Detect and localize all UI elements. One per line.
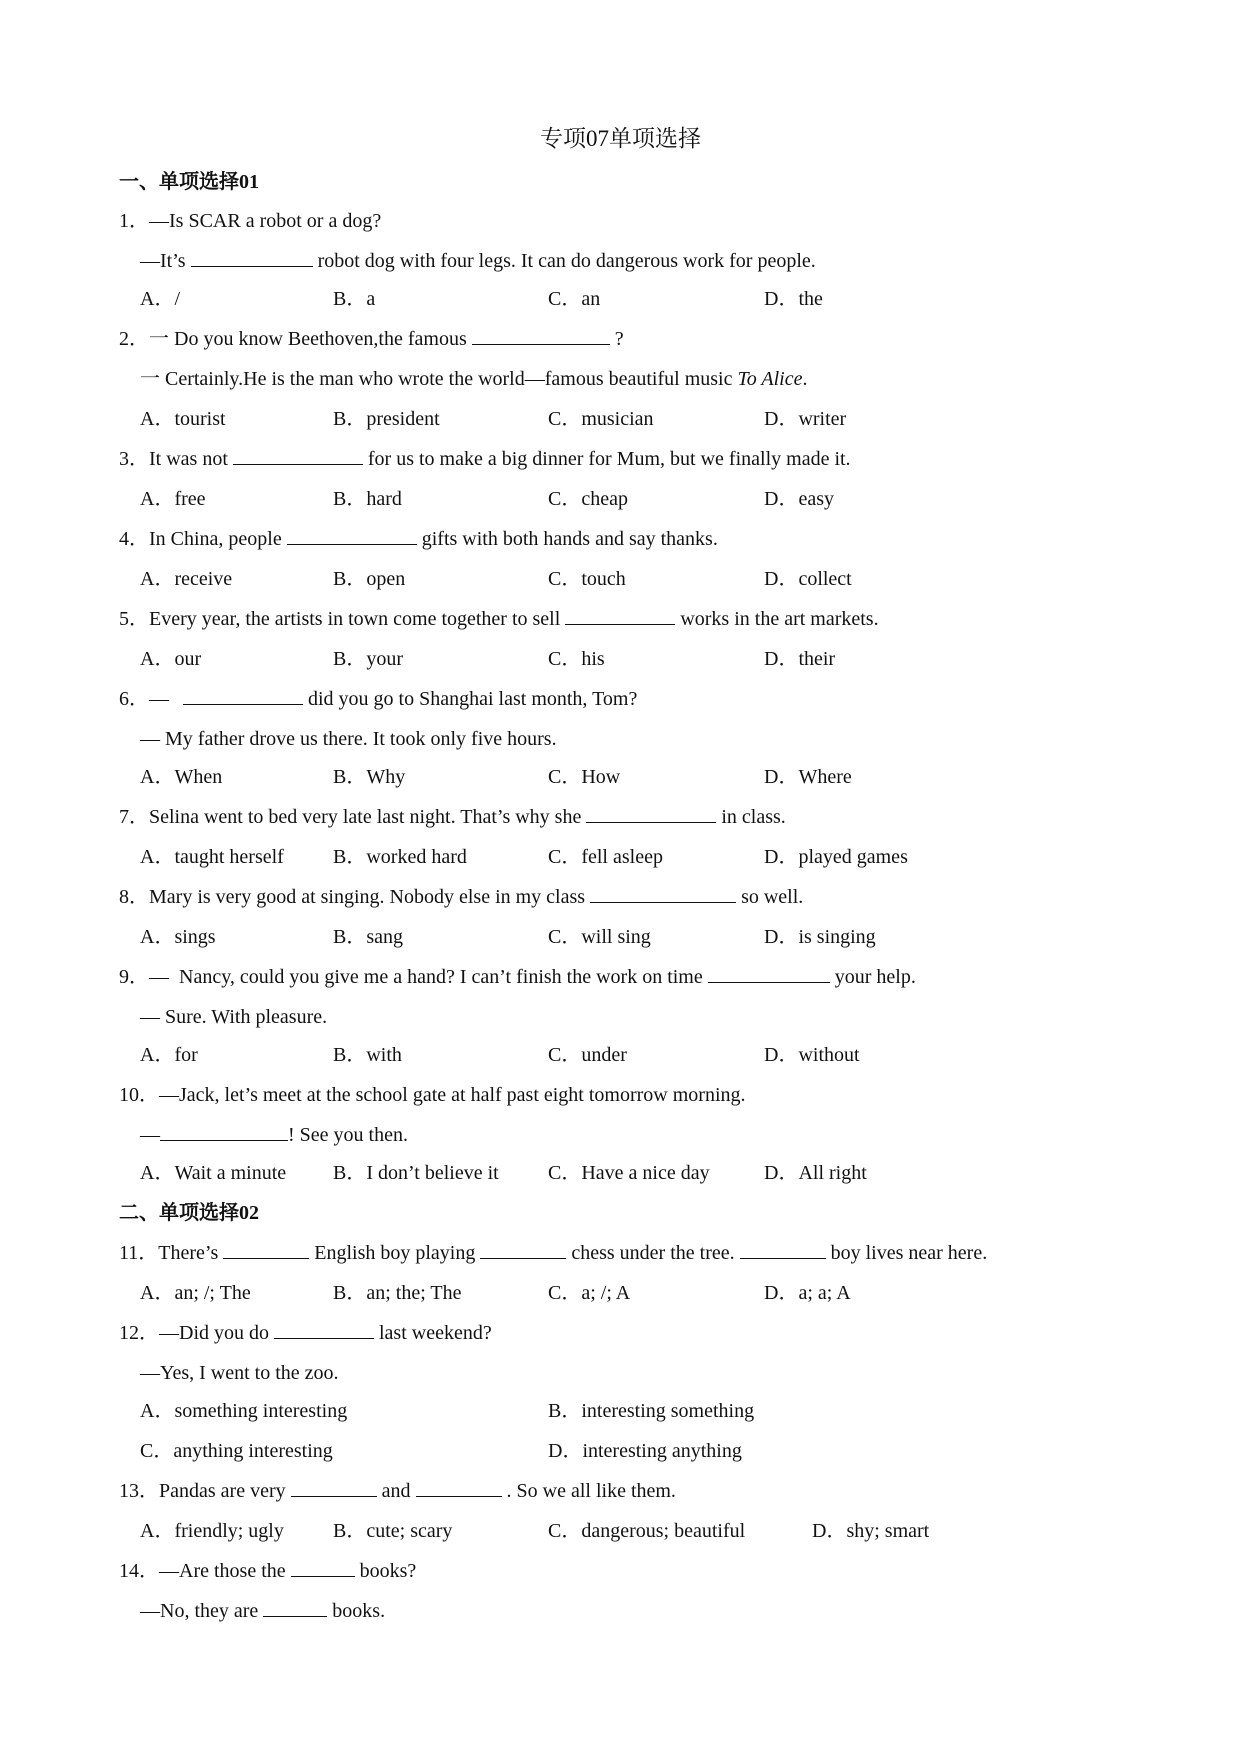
question-9-line-2: — Sure. With pleasure. bbox=[140, 1006, 328, 1028]
question-9-line-1: 9．— Nancy, could you give me a hand? I can’t finish the work on time your help. bbox=[119, 966, 916, 988]
option-b: B．sang bbox=[333, 926, 403, 948]
option-a: A．friendly; ugly bbox=[140, 1520, 284, 1542]
option-a: A．for bbox=[140, 1044, 198, 1066]
question-12-line-2: —Yes, I went to the zoo. bbox=[140, 1362, 339, 1384]
option-b: B．I don’t believe it bbox=[333, 1162, 499, 1184]
question-2-line-1: 2．一 Do you know Beethoven,the famous ? bbox=[119, 328, 624, 350]
option-d: D．collect bbox=[764, 568, 852, 590]
section-heading-2: 二、单项选择02 bbox=[119, 1202, 259, 1224]
option-d: D．played games bbox=[764, 846, 908, 868]
option-d: D．without bbox=[764, 1044, 860, 1066]
answer-blank bbox=[287, 526, 417, 545]
answer-blank bbox=[708, 964, 830, 983]
option-c: C．anything interesting bbox=[140, 1440, 333, 1462]
question-7-line-1: 7．Selina went to bed very late last night. That’s why she in class. bbox=[119, 806, 786, 828]
option-a: A．our bbox=[140, 648, 202, 670]
question-8-line-1: 8．Mary is very good at singing. Nobody else in my class so well. bbox=[119, 886, 804, 908]
option-c: C．an bbox=[548, 288, 601, 310]
question-6-line-1: 6．— did you go to Shanghai last month, Tom? bbox=[119, 688, 638, 710]
option-d: D．their bbox=[764, 648, 836, 670]
option-b: B．with bbox=[333, 1044, 402, 1066]
option-a: A．Wait a minute bbox=[140, 1162, 287, 1184]
option-d: D．writer bbox=[764, 408, 847, 430]
answer-blank bbox=[233, 446, 363, 465]
answer-blank bbox=[223, 1240, 309, 1259]
option-c: C．dangerous; beautiful bbox=[548, 1520, 746, 1542]
question-3-line-1: 3．It was not for us to make a big dinner for Mum, but we finally made it. bbox=[119, 448, 851, 470]
answer-blank bbox=[480, 1240, 566, 1259]
option-b: B．hard bbox=[333, 488, 402, 510]
option-d: D．interesting anything bbox=[548, 1440, 742, 1462]
option-c: C．cheap bbox=[548, 488, 628, 510]
option-a: A．free bbox=[140, 488, 206, 510]
option-d: D．All right bbox=[764, 1162, 867, 1184]
option-a: A．sings bbox=[140, 926, 216, 948]
option-a: A．tourist bbox=[140, 408, 226, 430]
answer-blank bbox=[291, 1478, 377, 1497]
option-c: C．touch bbox=[548, 568, 626, 590]
question-10-line-2: — ! See you then. bbox=[140, 1124, 408, 1146]
option-d: D．Where bbox=[764, 766, 852, 788]
option-b: B．open bbox=[333, 568, 406, 590]
question-11-line-1: 11．There’s English boy playing chess under the tree. boy lives near here. bbox=[119, 1242, 988, 1264]
answer-blank bbox=[160, 1122, 288, 1141]
answer-blank bbox=[416, 1478, 502, 1497]
option-b: B．interesting something bbox=[548, 1400, 755, 1422]
option-b: B．your bbox=[333, 648, 403, 670]
option-c: C．musician bbox=[548, 408, 654, 430]
option-b: B．a bbox=[333, 288, 376, 310]
option-a: A．an; /; The bbox=[140, 1282, 251, 1304]
option-a: A．/ bbox=[140, 288, 180, 310]
option-d: D．shy; smart bbox=[812, 1520, 930, 1542]
option-c: C．Have a nice day bbox=[548, 1162, 710, 1184]
option-c: C．will sing bbox=[548, 926, 651, 948]
question-13-line-1: 13．Pandas are very and . So we all like them. bbox=[119, 1480, 676, 1502]
option-a: A．something interesting bbox=[140, 1400, 348, 1422]
question-14-line-1: 14．—Are those the books? bbox=[119, 1560, 417, 1582]
question-10-line-1: 10．—Jack, let’s meet at the school gate at half past eight tomorrow morning. bbox=[119, 1084, 746, 1106]
option-b: B．an; the; The bbox=[333, 1282, 462, 1304]
answer-blank bbox=[565, 606, 675, 625]
option-d: D．a; a; A bbox=[764, 1282, 851, 1304]
answer-blank bbox=[291, 1558, 355, 1577]
question-12-line-1: 12．—Did you do last weekend? bbox=[119, 1322, 492, 1344]
option-a: A．taught herself bbox=[140, 846, 284, 868]
question-6-line-2: — My father drove us there. It took only five hours. bbox=[140, 728, 557, 750]
option-c: C．fell asleep bbox=[548, 846, 663, 868]
question-1-line-1: 1．—Is SCAR a robot or a dog? bbox=[119, 210, 382, 232]
option-a: A．When bbox=[140, 766, 223, 788]
question-1-line-2: —It’s robot dog with four legs. It can do dangerous work for people. bbox=[140, 250, 816, 272]
answer-blank bbox=[191, 248, 313, 267]
question-14-line-2: —No, they are books. bbox=[140, 1600, 386, 1622]
option-a: A．receive bbox=[140, 568, 233, 590]
option-c: C．his bbox=[548, 648, 605, 670]
option-d: D．the bbox=[764, 288, 823, 310]
answer-blank bbox=[274, 1320, 374, 1339]
section-heading-1: 一、单项选择01 bbox=[119, 171, 259, 193]
option-c: C．How bbox=[548, 766, 621, 788]
page-title: 专项07单项选择 bbox=[540, 126, 701, 151]
question-2-line-2: 一 Certainly.He is the man who wrote the world—famous beautiful music To Alice. bbox=[140, 368, 808, 390]
option-d: D．easy bbox=[764, 488, 834, 510]
question-4-line-1: 4．In China, people gifts with both hands and say thanks. bbox=[119, 528, 718, 550]
question-5-line-1: 5．Every year, the artists in town come together to sell works in the art markets. bbox=[119, 608, 879, 630]
option-b: B．president bbox=[333, 408, 440, 430]
option-b: B．cute; scary bbox=[333, 1520, 453, 1542]
answer-blank bbox=[183, 686, 303, 705]
option-b: B．Why bbox=[333, 766, 406, 788]
answer-blank bbox=[263, 1598, 327, 1617]
answer-blank bbox=[472, 326, 610, 345]
option-d: D．is singing bbox=[764, 926, 876, 948]
option-b: B．worked hard bbox=[333, 846, 467, 868]
answer-blank bbox=[740, 1240, 826, 1259]
answer-blank bbox=[586, 804, 716, 823]
answer-blank bbox=[590, 884, 736, 903]
option-c: C．under bbox=[548, 1044, 627, 1066]
option-c: C．a; /; A bbox=[548, 1282, 631, 1304]
